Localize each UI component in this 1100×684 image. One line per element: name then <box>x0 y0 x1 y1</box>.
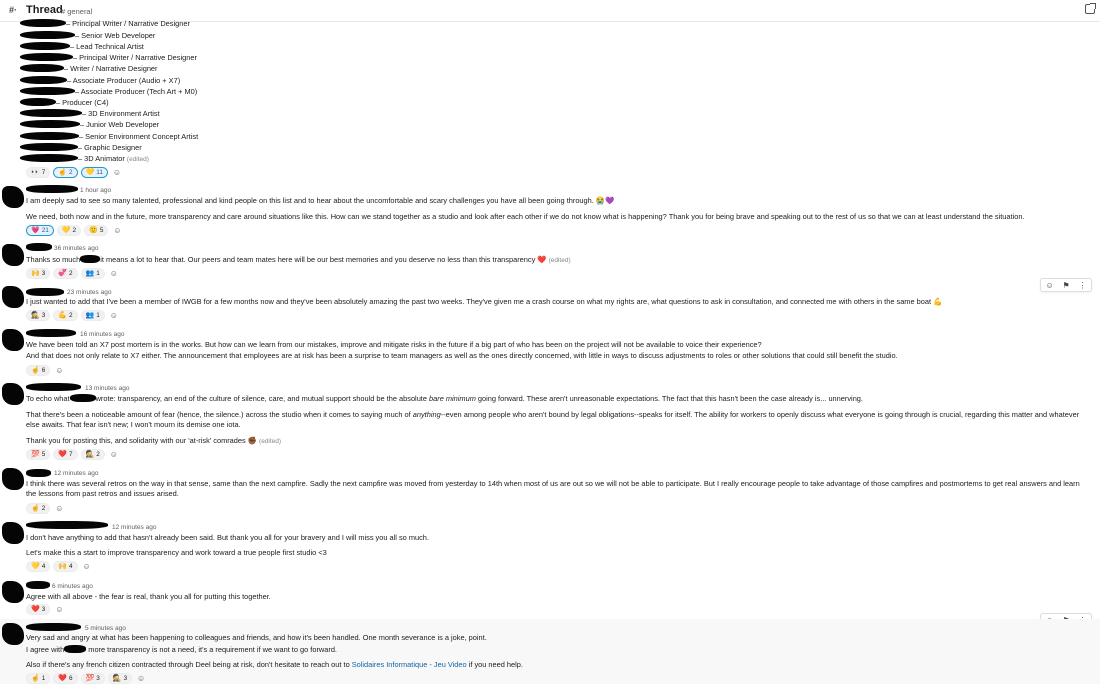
detective-icon: 🕵️ <box>85 451 95 458</box>
add-reaction-icon[interactable]: ☺ <box>113 226 122 235</box>
yellow-heart-icon: 💛 <box>85 169 95 176</box>
flexed-biceps-icon: 💪 <box>58 312 67 319</box>
hearts-icon: 💞 <box>58 270 67 277</box>
message <box>0 326 1100 377</box>
message-text: Agree with all above - the fear is real, thank you all for putting this together. <box>26 592 271 601</box>
sparkling-heart-icon: 💗 <box>31 227 40 234</box>
smile-icon: 🙂 <box>89 227 98 234</box>
add-reaction-icon[interactable]: ☺ <box>112 168 121 177</box>
add-reaction-icon[interactable]: ☺ <box>55 504 64 513</box>
people-icon: 👥 <box>85 312 95 319</box>
message-text: I agree with more transparency is not a need, it's a requirement if we want to go forward. <box>26 645 337 654</box>
reaction-pill[interactable]: 💛 4 <box>26 561 50 572</box>
eyes-icon: 👀 <box>31 169 40 176</box>
reaction-bar <box>26 365 65 376</box>
message <box>0 183 1100 238</box>
list-item: – Senior Web Developer <box>20 30 155 41</box>
message-text: I am deeply sad to see so many talented, professional and kind people on this list and to hear about the uncomfortable and scary challenges you have all been going through. 😭💜 <box>26 196 615 205</box>
reaction-pill[interactable]: 🙌 3 <box>26 268 50 279</box>
message <box>0 465 1100 517</box>
people-icon: 👥 <box>85 270 95 277</box>
reaction-bar <box>26 225 123 236</box>
message-text: That there's been a noticeable amount of fear (hence, the silence.) across the studio when it comes to saying much of anything--even among people who aren't bound by legal obligations--speaks for itself. The ability for workers to openly discuss what everyone is going through is crucial, regarding this matter and whatever else awaits. That fear isn't new; I won't mourn its demise one iota. <box>26 410 1080 429</box>
list-item: – Senior Environment Concept Artist <box>20 131 198 142</box>
reaction-bar <box>26 673 147 684</box>
redacted-name <box>20 53 73 61</box>
add-reaction-icon[interactable]: ☺ <box>109 311 118 320</box>
timestamp[interactable]: 23 minutes ago <box>67 289 112 296</box>
avatar[interactable] <box>2 468 24 490</box>
timestamp[interactable]: 36 minutes ago <box>54 245 99 252</box>
reaction-bar <box>26 167 123 178</box>
reaction-pill[interactable]: 💛 2 <box>57 225 81 236</box>
reaction-pill[interactable]: 💛 11 <box>81 167 108 178</box>
timestamp[interactable]: 16 minutes ago <box>80 331 125 338</box>
avatar[interactable] <box>2 244 24 266</box>
list-item: – Associate Producer (Tech Art + M0) <box>20 86 197 97</box>
redacted-mention <box>64 645 86 653</box>
redacted-name <box>20 76 67 84</box>
reaction-pill[interactable]: 💯 5 <box>26 449 50 460</box>
redacted-name <box>20 31 75 39</box>
reaction-bar <box>26 503 65 514</box>
message <box>0 519 1100 574</box>
point-up-icon: ☝️ <box>31 505 40 512</box>
list-item: – Producer (C4) <box>20 97 109 108</box>
redacted-mention <box>80 255 100 263</box>
list-item: – Junior Web Developer <box>20 119 159 130</box>
point-up-icon: ☝️ <box>58 169 67 176</box>
redacted-name <box>20 64 64 72</box>
detective-icon: 🕵️ <box>112 675 122 682</box>
yellow-heart-icon: 💛 <box>61 227 71 234</box>
list-item: – Principal Writer / Narrative Designer <box>20 52 197 63</box>
message <box>0 284 1100 323</box>
redacted-name <box>20 109 82 117</box>
avatar[interactable] <box>2 286 24 308</box>
reaction-bar <box>26 449 120 460</box>
message-text: I just wanted to add that I've been a member of IWGB for a few months now and they've been absolutely amazing the past two weeks. They've given me a crash course on what my rights are, what questions to ask in consultation, and connected me with others in the same boat 💪 <box>26 297 943 306</box>
message-text: Thank you for posting this, and solidarity with our 'at-risk' comrades ✊🏾 (edited) <box>26 436 282 445</box>
reaction-pill[interactable]: 💗 21 <box>26 225 54 236</box>
reaction-pill[interactable]: 🙂 5 <box>84 225 108 236</box>
redacted-username <box>26 243 52 251</box>
bookmark-icon[interactable]: ⚑ <box>1062 280 1070 290</box>
add-reaction-icon[interactable]: ☺ <box>1045 280 1054 290</box>
message <box>0 619 1100 684</box>
avatar[interactable] <box>2 329 24 351</box>
redacted-name <box>20 42 70 50</box>
hundred-icon: 💯 <box>85 675 95 682</box>
message-text: Very sad and angry at what has been happening to colleagues and friends, and how it's been handled. One month severance is a joke, point. <box>26 633 487 642</box>
add-reaction-icon[interactable]: ☺ <box>109 450 118 459</box>
redacted-mention <box>70 394 96 402</box>
reaction-pill[interactable]: ❤️ 6 <box>53 673 77 684</box>
message-text: We have been told an X7 post mortem is in the works. But how can we learn from our mistakes, improve and mitigate risks in the future if a big part of who has been on the project will not be available to voice their experience? <box>26 340 762 349</box>
redacted-username <box>26 288 64 296</box>
redacted-name <box>20 132 79 140</box>
edited-label: (edited) <box>259 438 282 445</box>
yellow-heart-icon: 💛 <box>31 563 40 570</box>
message-text: Thanks so much it means a lot to hear that. Our peers and team mates here will be our best memories and you deserve no less than this transparency ❤️ (edited) <box>26 255 571 264</box>
red-heart-icon: ❤️ <box>58 451 67 458</box>
add-reaction-icon[interactable]: ☺ <box>109 269 118 278</box>
avatar[interactable] <box>2 186 24 208</box>
edited-label: (edited) <box>548 257 571 264</box>
timestamp[interactable]: 13 minutes ago <box>85 385 130 392</box>
redacted-username <box>26 469 51 477</box>
message-text: And that does not only relate to X7 either. The announcement that employees are at risk has been a surprise to team managers as well as the ones directly concerned, with little in ways to discuss adjustments to roles or other solutions that could still benefit the studio. <box>26 351 898 360</box>
reaction-bar <box>26 268 120 279</box>
list-item: – Lead Technical Artist <box>20 41 144 52</box>
avatar[interactable] <box>2 522 24 544</box>
reaction-pill[interactable]: ☝️ 6 <box>26 365 50 376</box>
redacted-username <box>26 521 108 529</box>
reaction-pill[interactable]: 💪 2 <box>53 310 77 321</box>
reaction-pill[interactable]: 🕵️ 2 <box>81 449 105 460</box>
reaction-pill[interactable]: 💞 2 <box>53 268 77 279</box>
red-heart-icon: ❤️ <box>58 675 67 682</box>
message-text: To echo what wrote: transparency, an end of the culture of silence, care, and mutual support should be the absolute bare minimum going forward. These aren't unreasonable expectations. The fact that this hasn't been the case already is... unnerving. <box>26 394 863 403</box>
timestamp[interactable]: 12 minutes ago <box>112 524 157 531</box>
redacted-username <box>26 329 76 337</box>
raised-hands-icon: 🙌 <box>58 563 67 570</box>
reaction-pill[interactable]: 💯 3 <box>81 673 105 684</box>
reaction-pill[interactable]: 🕵️ 3 <box>26 310 50 321</box>
hundred-icon: 💯 <box>31 451 40 458</box>
redacted-username <box>26 383 81 391</box>
redacted-username <box>26 185 78 193</box>
reaction-pill[interactable]: 🙌 4 <box>53 561 77 572</box>
message-text: Let's make this a start to improve transparency and work toward a true people first studio <3 <box>26 548 327 557</box>
message <box>0 578 1100 616</box>
list-item: – Graphic Designer <box>20 142 142 153</box>
redacted-name <box>20 87 75 95</box>
list-item: – Associate Producer (Audio + X7) <box>20 75 180 86</box>
add-reaction-icon[interactable]: ☺ <box>137 674 146 683</box>
channel-link[interactable]: # general <box>61 7 93 16</box>
list-item: – Principal Writer / Narrative Designer <box>20 18 190 29</box>
raised-hands-icon: 🙌 <box>31 270 40 277</box>
redacted-username <box>26 581 50 589</box>
reaction-bar <box>26 310 120 321</box>
reaction-pill[interactable]: ☝️ 1 <box>26 673 50 684</box>
redacted-username <box>26 623 81 631</box>
open-in-window-icon[interactable] <box>1085 4 1095 14</box>
reaction-pill[interactable]: 👀 7 <box>26 167 50 178</box>
redacted-name <box>20 143 78 151</box>
avatar[interactable] <box>2 581 24 603</box>
avatar[interactable] <box>2 383 24 405</box>
list-item: – Writer / Narrative Designer <box>20 63 158 74</box>
list-item: – 3D Environment Artist <box>20 108 160 119</box>
reaction-pill[interactable]: ❤️ 7 <box>53 449 77 460</box>
reaction-pill[interactable]: 🕵️ 3 <box>108 673 132 684</box>
message-text: I think there was several retros on the way in that sense, same than the next campfire. Sadly the next campfire was moved from yesterday to 14th when most of us are out so we will not be able to participate. But I really encourage people to take advantage of those campfires and postmortems to get real answers and learn the lessons from past retros and issues arised. <box>26 479 1080 498</box>
timestamp[interactable]: 6 minutes ago <box>52 583 93 590</box>
reaction-pill[interactable]: 👥 1 <box>81 310 105 321</box>
timestamp[interactable]: 5 minutes ago <box>85 625 126 632</box>
point-up-icon: ☝️ <box>31 367 40 374</box>
red-heart-icon: ❤️ <box>31 606 40 613</box>
message <box>0 380 1100 462</box>
redacted-name <box>20 154 78 162</box>
reaction-pill[interactable]: ☝️ 2 <box>26 503 50 514</box>
reaction-bar <box>26 604 65 615</box>
more-actions-icon[interactable]: ⋮ <box>1078 280 1087 290</box>
add-reaction-icon[interactable]: ☺ <box>55 605 64 614</box>
add-reaction-icon[interactable]: ☺ <box>82 562 91 571</box>
point-up-icon: ☝️ <box>31 675 40 682</box>
redacted-name <box>20 120 80 128</box>
list-item: – 3D Animator (edited) <box>20 153 149 164</box>
timestamp[interactable]: 1 hour ago <box>80 187 112 194</box>
detective-icon: 🕵️ <box>31 312 40 319</box>
redacted-name <box>20 19 66 27</box>
timestamp[interactable]: 12 minutes ago <box>54 470 99 477</box>
thread-title: Thread <box>26 4 63 16</box>
edited-label: (edited) <box>126 156 149 163</box>
reaction-bar <box>26 561 93 572</box>
reaction-pill[interactable]: ❤️ 3 <box>26 604 50 615</box>
message <box>0 242 1100 280</box>
channel-hash-icon: #· <box>9 5 18 15</box>
add-reaction-icon[interactable]: ☺ <box>55 366 64 375</box>
message-text: We need, both now and in the future, more transparency and care around situations like this. How can we stand together as a studio and look after each other if we do not know what is happening? Thank you for being brave and speaking out to the rest of us so that we can at least understand the situation. <box>26 212 1025 221</box>
reaction-pill[interactable]: 👥 1 <box>81 268 105 279</box>
avatar[interactable] <box>2 623 24 645</box>
redacted-name <box>20 98 56 106</box>
reaction-pill[interactable]: ☝️ 2 <box>53 167 77 178</box>
message-text: Also if there's any french citizen contracted through Deel being at risk, don't hesitate to reach out to Solidaires Informatique - Jeu Video if you need help. <box>26 660 523 669</box>
message-text: I don't have anything to add that hasn't already been said. But thank you all for your bravery and I will miss you all so much. <box>26 533 429 542</box>
external-link[interactable]: Solidaires Informatique - Jeu Video <box>351 660 467 669</box>
